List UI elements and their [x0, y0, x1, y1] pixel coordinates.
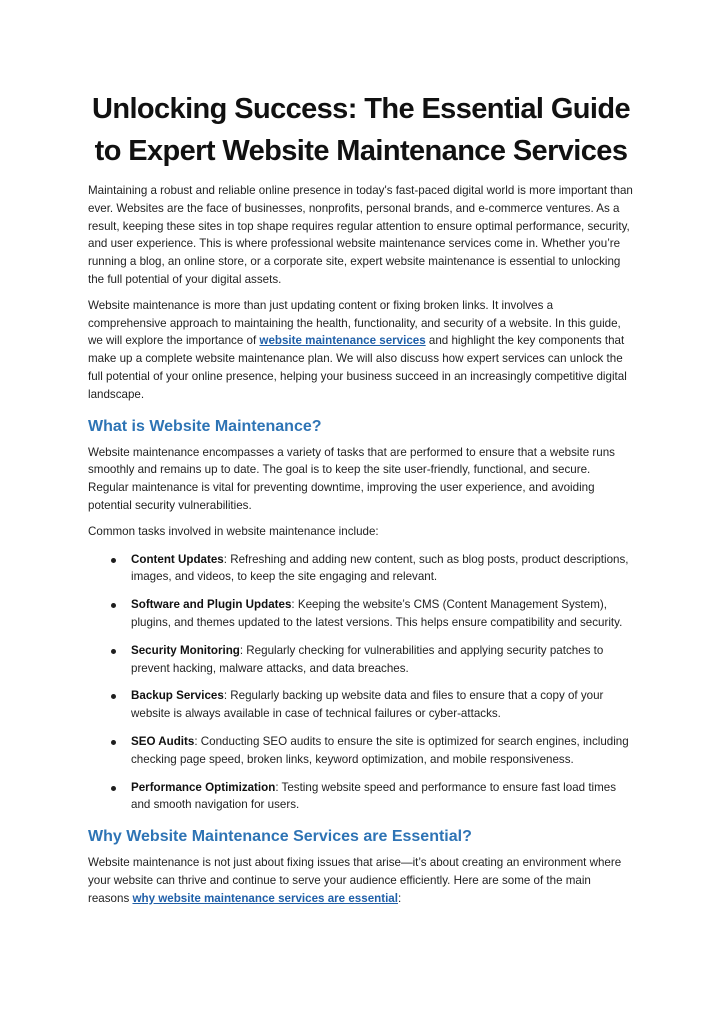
list-item-description: : Refreshing and adding new content, such as blog posts, product descriptions, images, and videos, to keep the site engaging and relevant. [131, 552, 629, 584]
section-heading-what-is-maintenance: What is Website Maintenance? [88, 417, 322, 435]
task-list [88, 551, 634, 815]
list-item-term: Security Monitoring [131, 643, 240, 657]
bullet-icon [111, 694, 116, 699]
bullet-icon [111, 740, 116, 745]
why-essential-link[interactable]: why website maintenance services are essential [132, 891, 398, 905]
section2-paragraph-text-after: : [397, 891, 402, 905]
intro-paragraph-1: Maintaining a robust and reliable online presence in today's fast-paced digital world is more important than ever. Websites are the face of businesses, nonprofits, personal brands, and e-commerce ventures. As a result, keeping these sites in top shape requires regular attention to ensure optimal performance, security, and user experience. This is where professional website maintenance services come in. Whether you’re running a blog, an online store, or a corporate site, expert website maintenance is essential to unlocking the full potential of your digital assets. [88, 184, 633, 286]
list-item-description: : Keeping the website’s CMS (Content Management System), plugins, and themes updated to the latest versions. This helps ensure compatibility and security. [131, 598, 623, 629]
list-item [88, 551, 634, 587]
website-maintenance-services-link[interactable]: website maintenance services [259, 334, 426, 348]
title-line-1: Unlocking Success: The Essential Guide [91, 93, 631, 125]
list-item-term: Backup Services [131, 689, 224, 703]
section-heading-why-essential: Why Website Maintenance Services are Essential? [88, 828, 472, 846]
section2-paragraph-text-before: Website maintenance is not just about fixing issues that arise—it’s about creating an environment where your website can thrive and continue to serve your audience efficiently. Here are some of the main reasons [88, 856, 622, 905]
bullet-icon [111, 649, 116, 654]
intro-paragraph-2 [88, 297, 634, 404]
list-item-description: : Conducting SEO audits to ensure the site is optimized for search engines, including checking page speed, broken links, keyword optimization, and mobile responsiveness. [131, 734, 629, 766]
list-item-description: : Testing website speed and performance to ensure fast load times and smooth navigation for users. [131, 780, 617, 812]
bullet-icon [111, 603, 116, 608]
list-item [88, 733, 634, 769]
list-item-term: Content Updates [131, 552, 224, 566]
bullet-icon [111, 558, 116, 563]
list-item-description: : Regularly backing up website data and files to ensure that a copy of your website is always available in case of technical failures or cyber-attacks. [131, 689, 604, 721]
section1-paragraph-2: Common tasks involved in website maintenance include: [88, 524, 379, 538]
list-item [88, 687, 634, 723]
section2-paragraph-1 [88, 854, 634, 907]
intro-paragraph-2-text-after: and highlight the key components that make up a complete website maintenance plan. We will also discuss how expert services can unlock the full potential of your online presence, helping your business succeed in an increasingly competitive digital landscape. [88, 334, 627, 401]
title-line-2: to Expert Website Maintenance Services [94, 135, 628, 167]
bullet-icon [111, 786, 116, 791]
list-item [88, 779, 634, 815]
list-item-term: Performance Optimization [131, 780, 276, 794]
intro-paragraph-2-text-before: Website maintenance is more than just updating content or fixing broken links. It involves a comprehensive approach to maintaining the health, functionality, and security of a website. In this guide, we will explore the importance of [88, 298, 621, 348]
page-title [88, 88, 634, 172]
list-item-term: SEO Audits [131, 734, 195, 748]
list-item [88, 596, 634, 632]
list-item [88, 642, 634, 678]
section1-paragraph-1: Website maintenance encompasses a variety of tasks that are performed to ensure that a website runs smoothly and remains up to date. The goal is to keep the site user-friendly, functional, and secure. Regular maintenance is vital for preventing downtime, improving the user experience, and avoiding potential security vulnerabilities. [88, 445, 615, 512]
list-item-term: Software and Plugin Updates [131, 598, 292, 612]
list-item-description: : Regularly checking for vulnerabilities and applying security patches to prevent hacking, malware attacks, and data breaches. [131, 643, 604, 675]
